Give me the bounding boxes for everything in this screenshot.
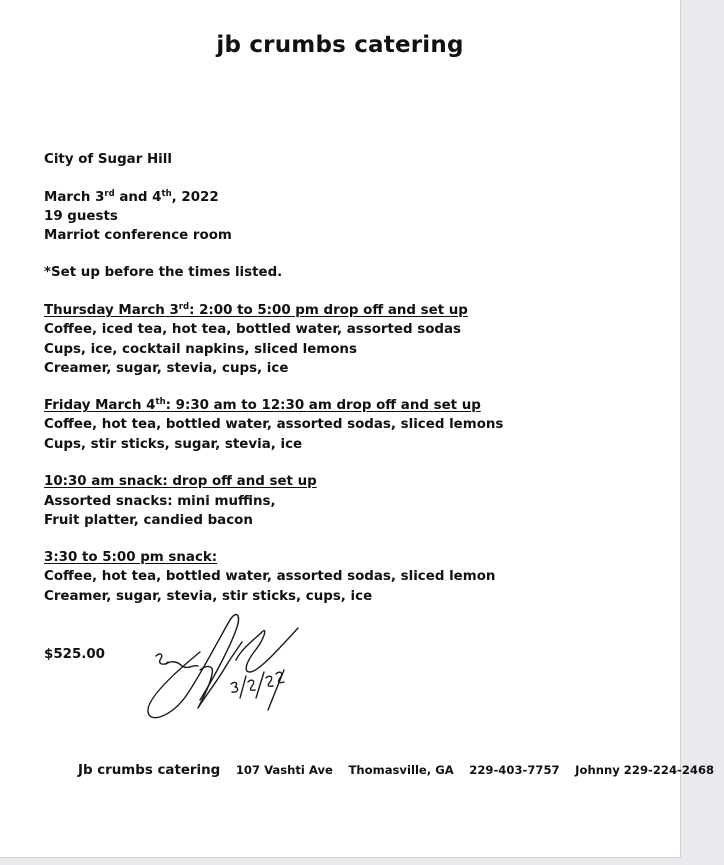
list-item: Creamer, sugar, stevia, cups, ice <box>44 361 289 376</box>
section-heading-thursday: Thursday March 3rd: 2:00 to 5:00 pm drop off and set up <box>44 302 468 318</box>
setup-note: *Set up before the times listed. <box>44 265 283 280</box>
footer-city: Thomasville, GA <box>348 763 454 777</box>
list-item: Fruit platter, candied bacon <box>44 513 253 528</box>
list-item: Cups, ice, cocktail napkins, sliced lemons <box>44 342 357 357</box>
list-item: Cups, stir sticks, sugar, stevia, ice <box>44 437 303 452</box>
footer-company: Jb crumbs catering <box>78 763 221 778</box>
total-price: $525.00 <box>44 647 105 662</box>
footer <box>78 759 724 778</box>
list-item: Coffee, hot tea, bottled water, assorted sodas, sliced lemon <box>44 569 496 584</box>
guest-count: 19 guests <box>44 209 118 224</box>
footer-phone: 229-403-7757 <box>469 763 560 777</box>
list-item: Assorted snacks: mini muffins, <box>44 494 276 509</box>
list-item: Creamer, sugar, stevia, stir sticks, cups, ice <box>44 589 373 604</box>
list-item: Coffee, hot tea, bottled water, assorted sodas, sliced lemons <box>44 417 504 432</box>
footer-contact: Johnny 229-224-2468 <box>575 763 715 777</box>
handwritten-signature <box>138 600 308 730</box>
section-heading-afternoon-snack: 3:30 to 5:00 pm snack: <box>44 550 218 565</box>
section-heading-friday: Friday March 4th: 9:30 am to 12:30 am drop off and set up <box>44 397 481 413</box>
document-title: jb crumbs catering <box>216 32 464 58</box>
event-dates: March 3rd and 4th, 2022 <box>44 189 219 205</box>
list-item: Coffee, iced tea, hot tea, bottled water, assorted sodas <box>44 322 462 337</box>
client-name: City of Sugar Hill <box>44 152 172 167</box>
footer-address: 107 Vashti Ave <box>235 763 333 777</box>
section-heading-morning-snack: 10:30 am snack: drop off and set up <box>44 474 317 489</box>
event-location: Marriot conference room <box>44 228 232 243</box>
